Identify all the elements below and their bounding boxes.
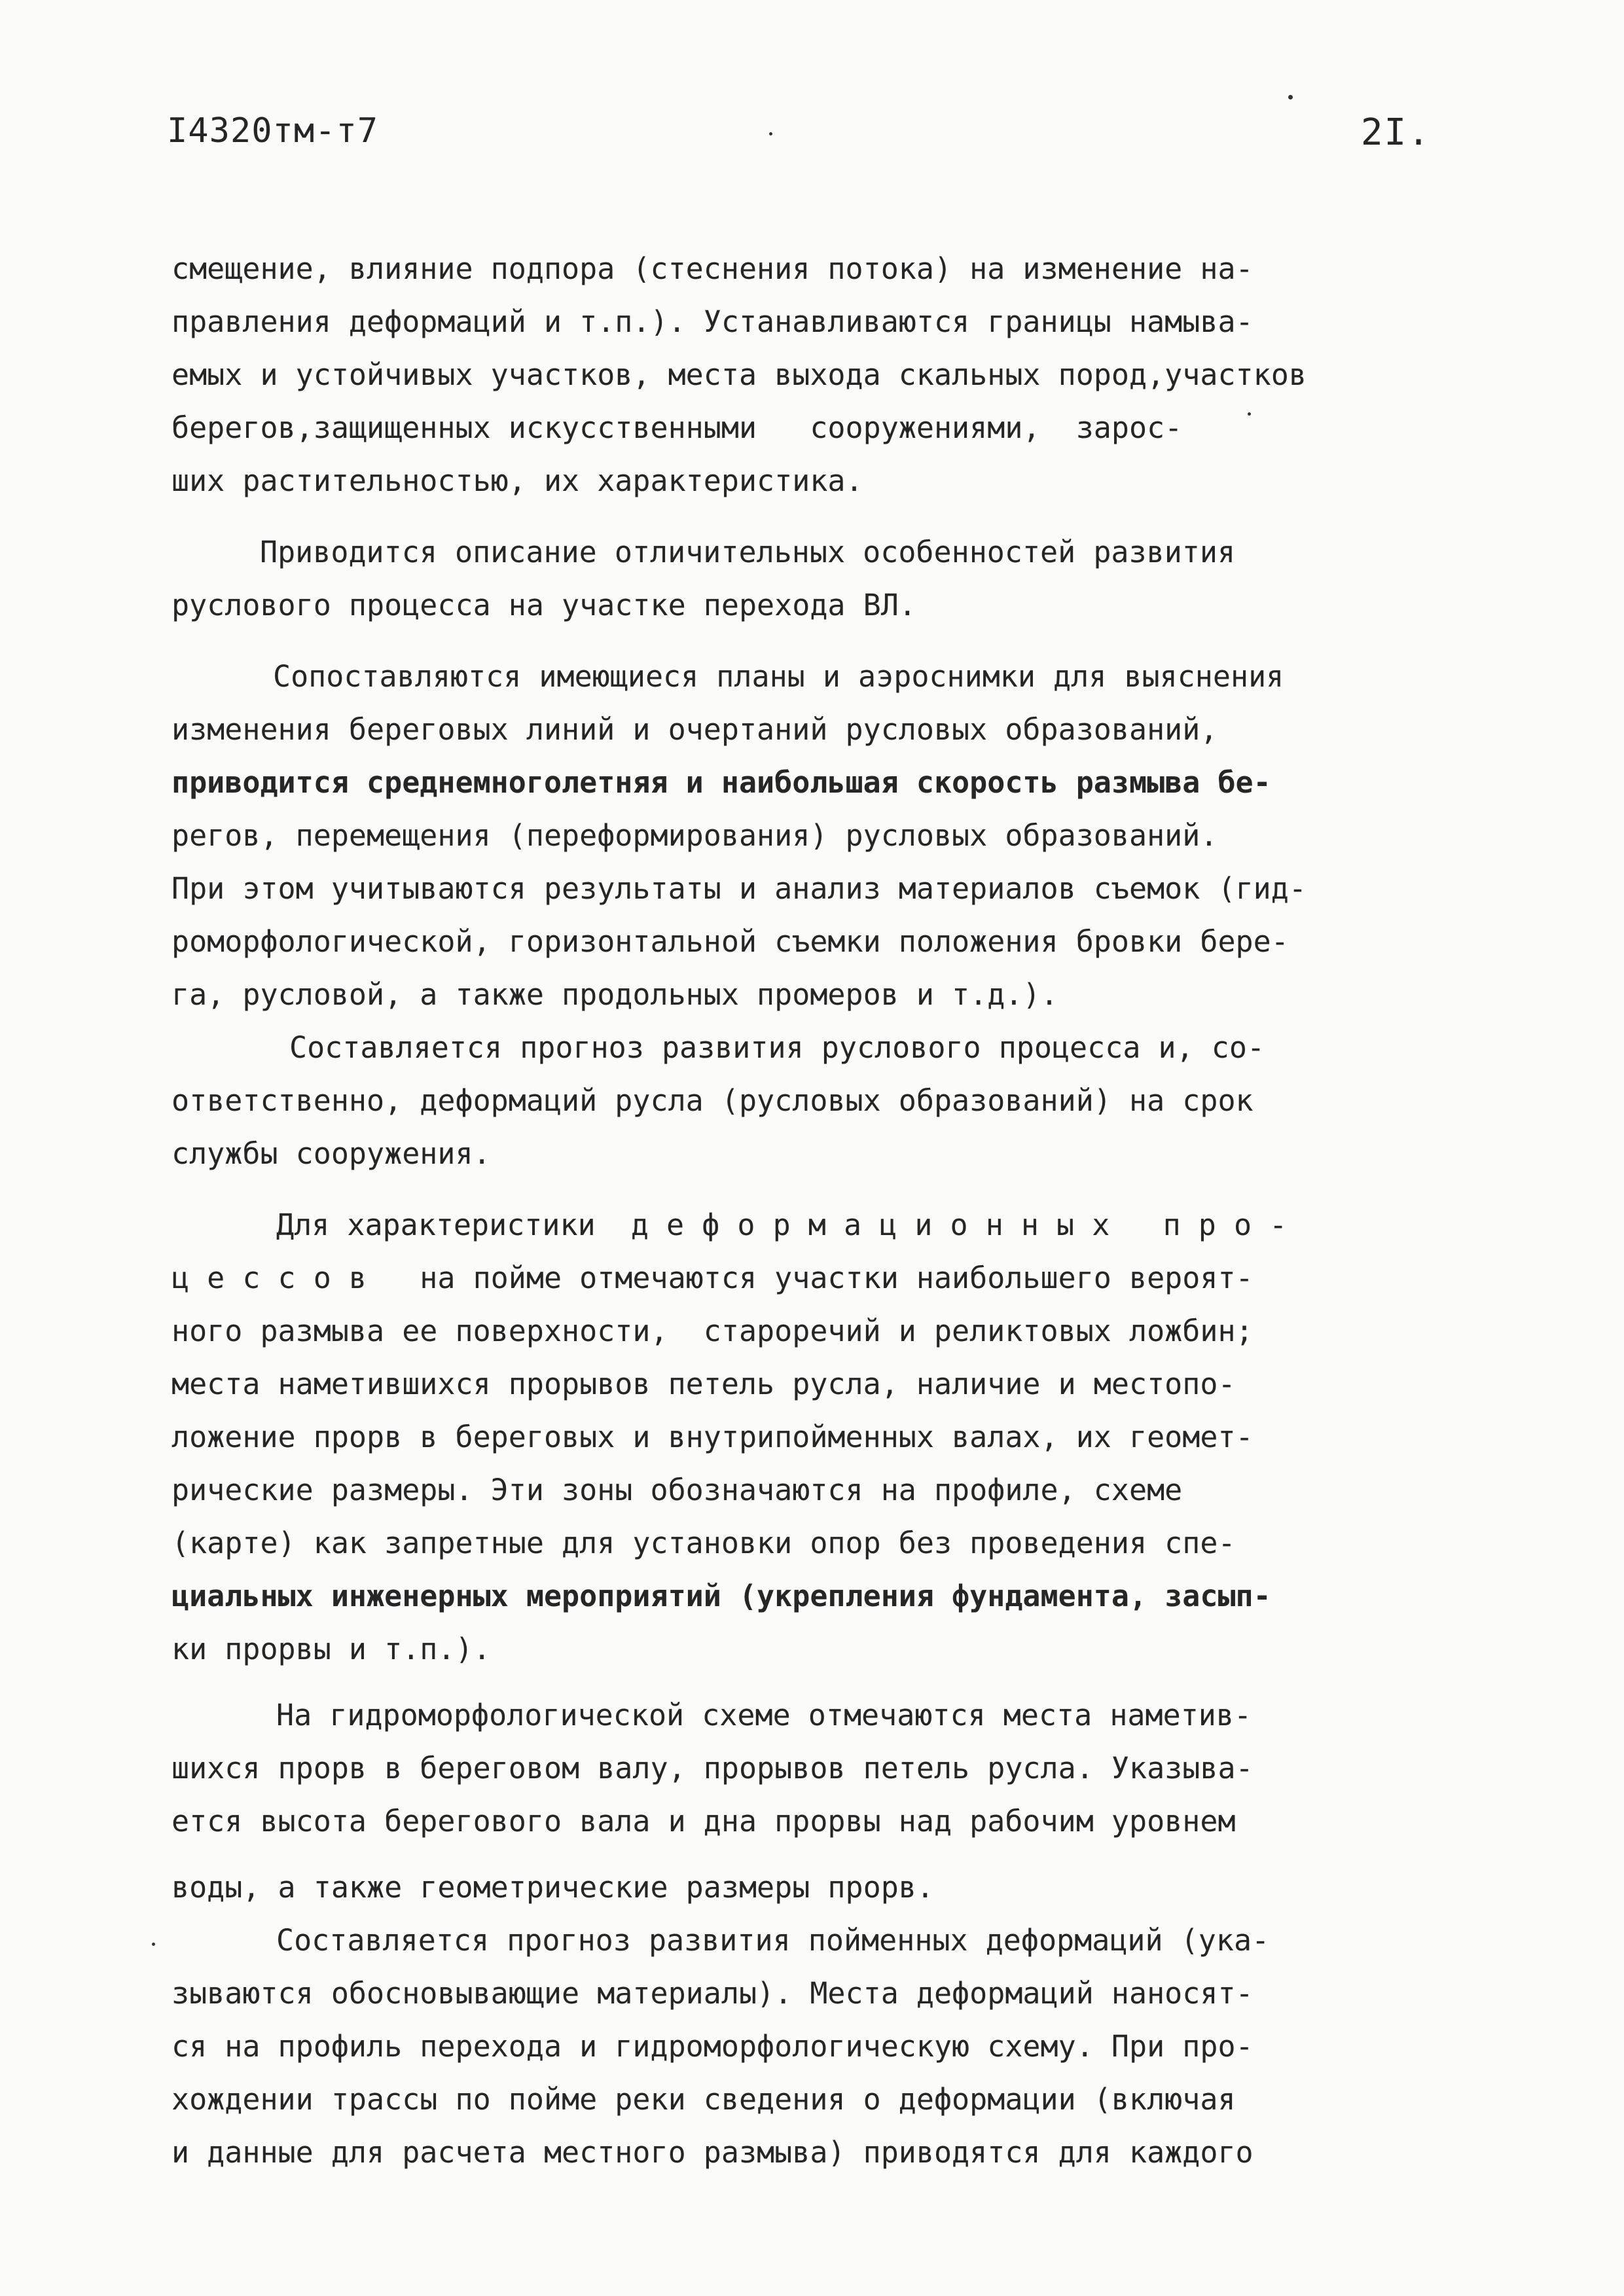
text-line: правления деформаций и т.п.). Устанавливаются границы намыва-: [171, 304, 1254, 339]
text-line: хождении трассы по пойме реки сведения о деформации (включая: [171, 2082, 1236, 2117]
text-line: роморфологической, горизонтальной съемки положения бровки бере-: [171, 924, 1289, 959]
page-header: [167, 111, 1431, 164]
paragraph-start-line: Составляется прогноз развития пойменных деформаций (ука-: [276, 1923, 1270, 1958]
paragraph-start-line: Составляется прогноз развития руслового процесса и, со-: [289, 1030, 1265, 1065]
text-line: ответственно, деформаций русла (русловых образований) на срок: [171, 1083, 1254, 1118]
text-line: зываются обосновывающие материалы). Места деформаций наносят-: [171, 1976, 1254, 2011]
text-line: берегов,защищенных искусственными сооружениями, зарос-: [171, 410, 1183, 445]
paragraph-start-line: Приводится описание отличительных особенностей развития: [260, 535, 1236, 569]
scan-speck: [1288, 95, 1293, 99]
scan-speck: [1248, 412, 1251, 416]
text-line: емых и устойчивых участков, места выхода скальных пород,участков: [171, 357, 1307, 392]
text-line: регов, перемещения (переформирования) русловых образований.: [171, 818, 1218, 853]
text-line: циальных инженерных мероприятий (укрепления фундамента, засып-: [171, 1579, 1271, 1613]
text-line: изменения береговых линий и очертаний русловых образований,: [171, 712, 1218, 747]
text-line: ложение прорв в береговых и внутрипойменных валах, их геомет-: [171, 1420, 1254, 1454]
paragraph-start-line: Для характеристики д е ф о р м а ц и о н н ы х п р о -: [276, 1208, 1288, 1242]
text-line: (карте) как запретные для установки опор без проведения спе-: [171, 1526, 1236, 1560]
text-line: воды, а также геометрические размеры прорв.: [171, 1870, 934, 1905]
scan-speck: [152, 1943, 155, 1946]
text-line: места наметившихся прорывов петель русла, наличие и местопо-: [171, 1367, 1236, 1401]
text-line: шихся прорв в береговом валу, прорывов петель русла. Указыва-: [171, 1751, 1254, 1785]
text-line: смещение, влияние подпора (стеснения потока) на изменение на-: [171, 251, 1254, 286]
paragraph-start-line: Сопоставляются имеющиеся планы и аэроснимки для выяснения: [273, 659, 1284, 694]
text-line: га, русловой, а также продольных промеров и т.д.).: [171, 977, 1058, 1012]
text-line: ного размыва ее поверхности, староречий и реликтовых ложбин;: [171, 1314, 1254, 1348]
text-line: При этом учитываются результаты и анализ материалов съемок (гид-: [171, 871, 1307, 906]
text-line: руслового процесса на участке перехода ВЛ.: [171, 588, 916, 622]
text-line: ки прорвы и т.п.).: [171, 1632, 491, 1666]
text-line: службы сооружения.: [171, 1136, 491, 1171]
text-line: и данные для расчета местного размыва) приводятся для каждого: [171, 2135, 1254, 2170]
text-line: рические размеры. Эти зоны обозначаются на профиле, схеме: [171, 1473, 1183, 1507]
text-line: ется высота берегового вала и дна прорвы над рабочим уровнем: [171, 1804, 1236, 1839]
text-line: приводится среднемноголетняя и наибольшая скорость размыва бе-: [171, 765, 1271, 800]
text-line: ц е с с о в на пойме отмечаются участки наибольшего вероят-: [171, 1261, 1254, 1295]
scan-speck: [769, 132, 772, 135]
document-code: I4320тм-т7: [167, 111, 379, 151]
text-line: ших растительностью, их характеристика.: [171, 463, 863, 498]
page-number: 2I.: [1360, 111, 1431, 154]
paragraph-start-line: На гидроморфологической схеме отмечаются места наметив-: [276, 1698, 1252, 1732]
body-text: [171, 242, 1454, 2179]
text-line: ся на профиль перехода и гидроморфологическую схему. При про-: [171, 2029, 1254, 2064]
